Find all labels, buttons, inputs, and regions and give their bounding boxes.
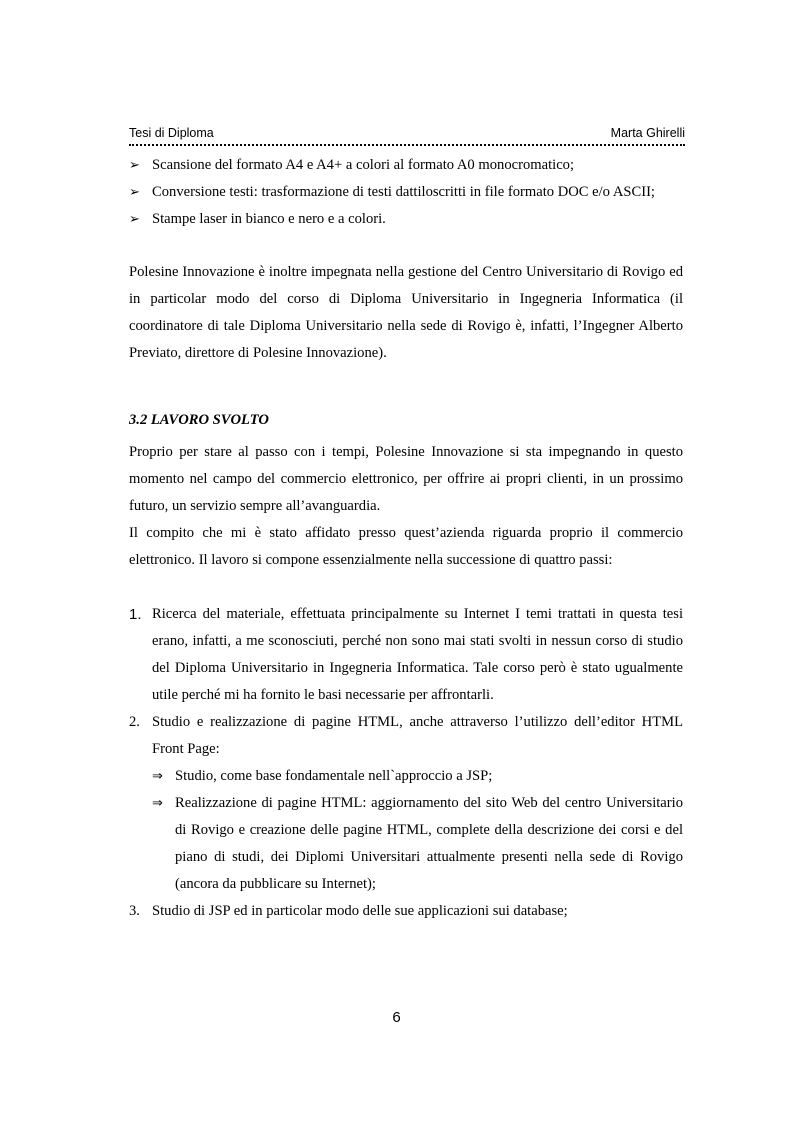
- page-content: [129, 152, 683, 925]
- section-title: 3.2 LAVORO SVOLTO: [129, 412, 269, 428]
- paragraph-commercio-elettronico: Proprio per stare al passo con i tempi, Polesine Innovazione si sta impegnando in questo momento nel campo del commercio elettronico, per offrire ai propri clienti, in un prossimo futuro, un servizio sempre all’avanguardia.: [129, 444, 683, 514]
- item-number: 1.: [129, 606, 142, 623]
- header-author: Marta Ghirelli: [610, 126, 685, 140]
- bullet-list: [129, 152, 683, 233]
- numbered-item: [129, 709, 683, 763]
- item-number: 3.: [129, 903, 140, 919]
- bullet-text: Stampe laser in bianco e nero e a colori.: [152, 211, 386, 227]
- header-title: Tesi di Diploma: [129, 126, 214, 140]
- sub-item-text: Realizzazione di pagine HTML: aggiornamento del sito Web del centro Universitario di Rovigo e creazione delle pagine HTML, complete della descrizione dei corsi e del piano di studi, dei Diplomi Universitari attualmente presenti nella sede di Rovigo (ancora da pubblicare su Internet);: [175, 795, 683, 892]
- page-header: [129, 124, 685, 146]
- numbered-item: [129, 601, 683, 709]
- numbered-list: [129, 601, 683, 925]
- item-text: Ricerca del materiale, effettuata principalmente su Internet I temi trattati in questa tesi erano, infatti, a me sconosciuti, perché non sono mai stati svolti in nessun corso di studio del Diploma Universitario in Ingegneria Informatica. Tale corso però è stato ugualmente utile perché mi ha fornito le basi necessarie per affrontarli.: [152, 606, 683, 703]
- bullet-item: [129, 179, 683, 206]
- bullet-text: Conversione testi: trasformazione di testi dattiloscritti in file formato DOC e/o ASCII;: [152, 184, 655, 200]
- bullet-text: Scansione del formato A4 e A4+ a colori al formato A0 monocromatico;: [152, 157, 575, 173]
- sub-item-text: Studio, come base fondamentale nell`approccio a JSP;: [175, 768, 493, 784]
- arrowhead-bullet-icon: ➢: [129, 185, 140, 200]
- item-text: Studio e realizzazione di pagine HTML, anche attraverso l’utilizzo dell’editor HTML Front Page:: [152, 714, 683, 757]
- sub-item: [152, 790, 683, 898]
- item-text: Studio di JSP ed in particolar modo delle sue applicazioni sui database;: [152, 903, 568, 919]
- sub-item: [152, 763, 683, 790]
- item-number: 2.: [129, 714, 140, 730]
- arrowhead-bullet-icon: ➢: [129, 212, 140, 227]
- double-arrow-icon: ⇒: [152, 796, 163, 811]
- paragraph-compito: Il compito che mi è stato affidato presso quest’azienda riguarda proprio il commercio elettronico. Il lavoro si compone essenzialmente nella successione di quattro passi:: [129, 525, 683, 568]
- numbered-item: [129, 898, 683, 925]
- bullet-item: [129, 152, 683, 179]
- double-arrow-icon: ⇒: [152, 769, 163, 784]
- paragraph-centro-universitario: Polesine Innovazione è inoltre impegnata nella gestione del Centro Universitario di Rovigo ed in particolar modo del corso di Diploma Universitario in Ingegneria Informatica (il coordinatore di tale Diploma Universitario nella sede di Rovigo è, infatti, l’Ingegner Alberto Previato, direttore di Polesine Innovazione).: [129, 264, 683, 361]
- arrowhead-bullet-icon: ➢: [129, 158, 140, 173]
- bullet-item: [129, 206, 683, 233]
- page-number: 6: [392, 1009, 401, 1026]
